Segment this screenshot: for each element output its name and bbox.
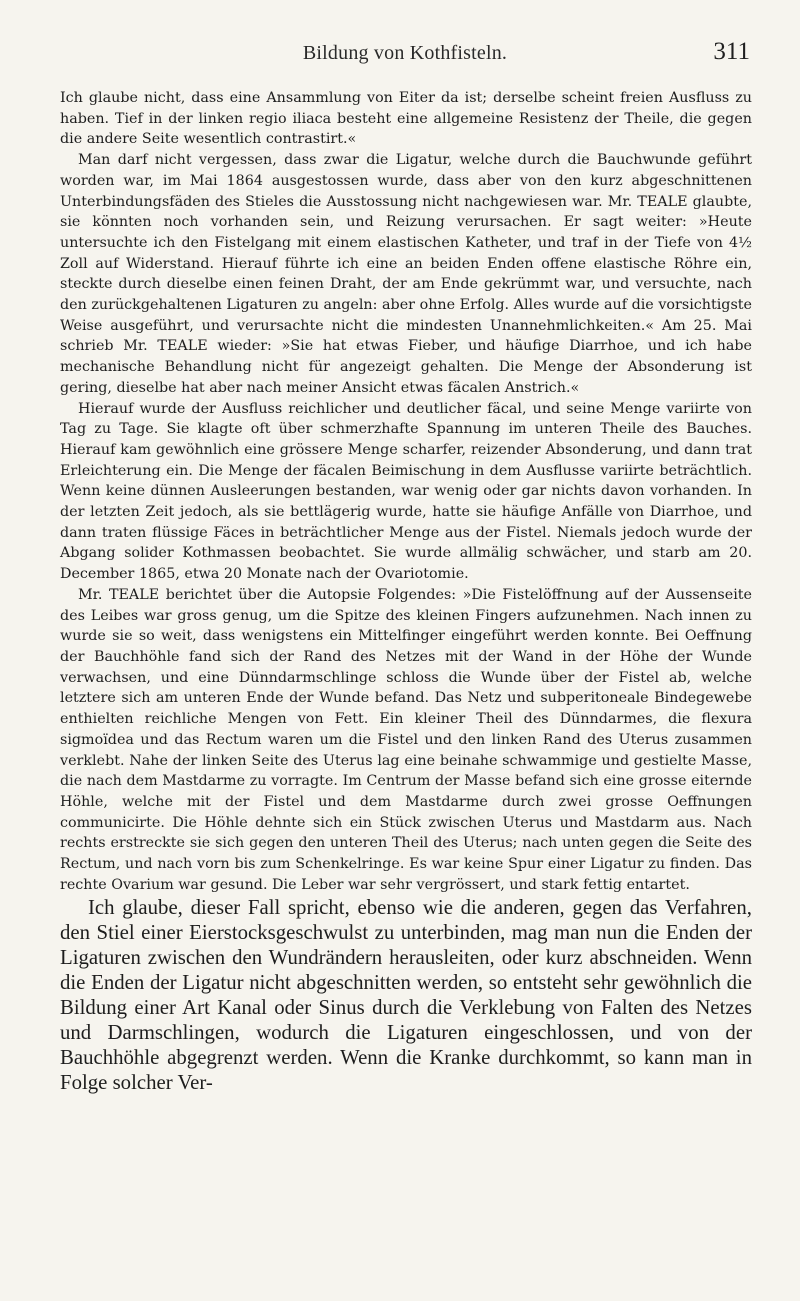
paragraph-5: Ich glaube, dieser Fall spricht, ebenso wie die anderen, gegen das Verfahren, den Stiel einer Eierstocksgeschwulst zu unterbinden, mag man nun die Enden der Ligaturen zwischen den Wundrändern herausleiten, oder kurz abschneiden. Wenn die Enden der Ligatur nicht abgeschnitten werden, so entsteht sehr gewöhnlich die Bildung einer Art Kanal oder Sinus durch die Verklebung von Falten des Netzes und Darmschlingen, wodurch die Ligaturen eingeschlossen, und von der Bauchhöhle abgegrenzt werden. Wenn die Kranke durchkommt, so kann man in Folge solcher Ver- — [60, 896, 752, 1095]
paragraph-3: Hierauf wurde der Ausfluss reichlicher und deutlicher fäcal, und seine Menge variirte von Tag zu Tage. Sie klagte oft über schmerzhafte Spannung im unteren Theile des Bauches. Hierauf kam gewöhnlich eine grössere Menge scharfer, reizender Absonderung, und dann trat Erleichterung ein. Die Menge der fäcalen Beimischung in dem Ausflusse variirte beträchtlich. Wenn keine dünnen Ausleerungen bestanden, war wenig oder gar nichts davon vorhanden. In der letzten Zeit jedoch, als sie bettlägerig wurde, hatte sie häufige Anfälle von Diarrhoe, und dann traten flüssige Fäces in beträchtlicher Menge aus der Fistel. Niemals jedoch wurde der Abgang solider Kothmassen beobachtet. Sie wurde allmälig schwächer, und starb am 20. December 1865, etwa 20 Monate nach der Ovariotomie. — [60, 400, 752, 583]
paragraph-2: Man darf nicht vergessen, dass zwar die Ligatur, welche durch die Bauchwunde geführt worden war, im Mai 1864 ausgestossen wurde, dass aber von den kurz abgeschnittenen Unterbindungsfäden des Stieles die Ausstossung nicht nachgewiesen war. Mr. TEALE glaubte, sie könnten noch vorhanden sein, und Reizung verursachen. Er sagt weiter: »Heute untersuchte ich den Fistelgang mit einem elastischen Katheter, und traf in der Tiefe von 4½ Zoll auf Widerstand. Hierauf führte ich eine an beiden Enden offene elastische Röhre ein, steckte durch dieselbe einen feinen Draht, der am Ende gekrümmt war, und versuchte, nach den zurückgehaltenen Ligaturen zu angeln: aber ohne Erfolg. Alles wurde auf die vorsichtigste Weise ausgeführt, und verursachte nicht die mindesten Unannehmlichkeiten.« Am 25. Mai schrieb Mr. TEALE wieder: »Sie hat etwas Fieber, und häufige Diarrhoe, und ich habe mechanische Behandlung nicht für angezeigt gehalten. Die Menge der Absonderung ist gering, dieselbe hat aber nach meiner Ansicht etwas fäcalen Anstrich.« — [60, 152, 752, 396]
body-text — [60, 88, 752, 1095]
paragraph-1: Ich glaube nicht, dass eine Ansammlung von Eiter da ist; derselbe scheint freien Ausfluss zu haben. Tief in der linken regio iliaca besteht eine allgemeine Resistenz der Theile, die gegen die andere Seite wesentlich contrastirt.« — [60, 90, 752, 148]
paragraph-4: Mr. TEALE berichtet über die Autopsie Folgendes: »Die Fistelöffnung auf der Aussenseite des Leibes war gross genug, um die Spitze des kleinen Fingers aufzunehmen. Nach innen zu wurde sie so weit, dass wenigstens ein Mittelfinger eingeführt werden konnte. Bei Oeffnung der Bauchhöhle fand sich der Rand des Netzes mit der Wand in der Höhe der Wunde verwachsen, und eine Dünndarmschlinge schloss die Wunde über der Fistel ab, welche letztere sich am unteren Ende der Wunde befand. Das Netz und subperitoneale Bindegewebe enthielten reichliche Mengen von Fett. Ein kleiner Theil des Dünndarmes, die flexura sigmoïdea und das Rectum waren um die Fistel und den linken Rand des Uterus zusammen verklebt. Nahe der linken Seite des Uterus lag eine beinahe schwammige und gestielte Masse, die nach dem Mastdarme zu vorragte. Im Centrum der Masse befand sich eine grosse eiternde Höhle, welche mit der Fistel und dem Mastdarme durch zwei grosse Oeffnungen communicirte. Die Höhle dehnte sich ein Stück zwischen Uterus und Mastdarm aus. Nach rechts erstreckte sie sich gegen den unteren Theil des Uterus; nach unten gegen die Seite des Rectum, und nach vorn bis zum Schenkelringe. Es war keine Spur einer Ligatur zu finden. Das rechte Ovarium war gesund. Die Leber war sehr vergrössert, und stark fettig entartet. — [60, 586, 752, 893]
running-title: Bildung von Kothfisteln. — [302, 42, 508, 64]
page-number: 311 — [713, 38, 750, 65]
page-header — [60, 38, 750, 78]
